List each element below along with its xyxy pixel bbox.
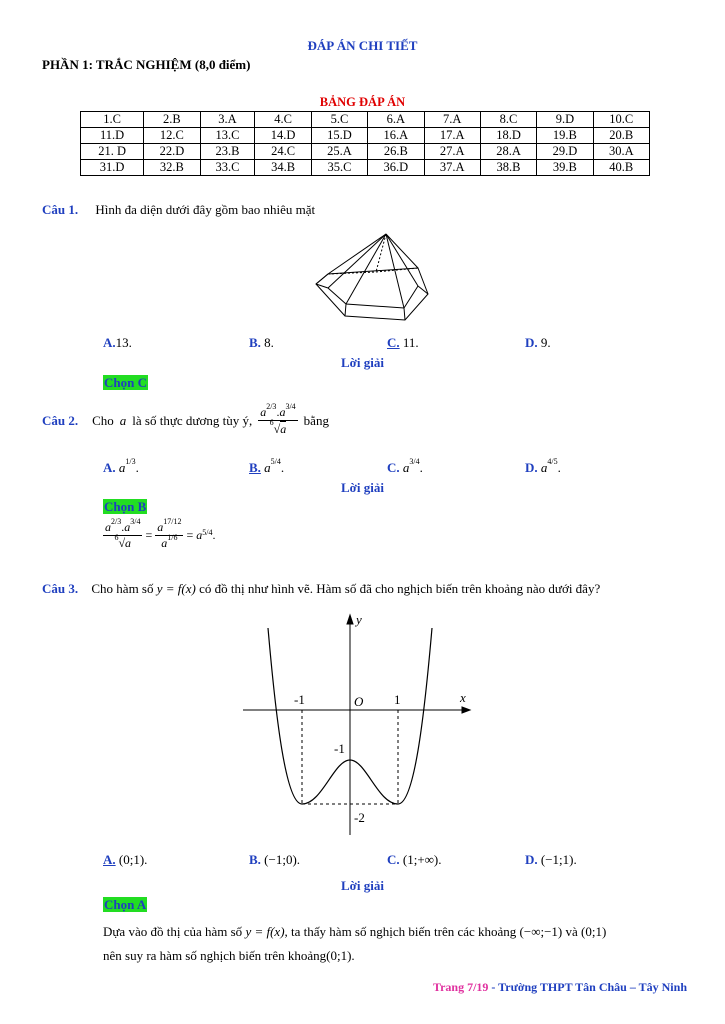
svg-text:1: 1 xyxy=(394,692,401,707)
page-title: ĐÁP ÁN CHI TIẾT xyxy=(307,38,418,53)
answer-cell: 15.D xyxy=(311,128,367,144)
q1-solution-heading: Lời giải xyxy=(341,355,384,370)
answer-cell: 33.C xyxy=(200,160,255,176)
answer-cell: 26.B xyxy=(368,144,424,160)
q2-option-c[interactable]: C. $a^{3/4}$. xyxy=(387,457,423,475)
q3-option-c[interactable]: C. (1;+∞). xyxy=(387,852,442,867)
answer-cell: 31.D xyxy=(81,160,144,176)
answer-cell: 28.A xyxy=(480,144,536,160)
answer-cell: 22.D xyxy=(144,144,200,160)
answer-cell: 9.D xyxy=(537,112,593,128)
answer-cell: 11.D xyxy=(81,128,144,144)
answer-cell: 27.A xyxy=(424,144,480,160)
answer-cell: 7.A xyxy=(424,112,480,128)
q3-solution-heading: Lời giải xyxy=(341,878,384,893)
answer-cell: 5.C xyxy=(311,112,367,128)
answer-table xyxy=(80,111,650,176)
q1-label: Câu 1. xyxy=(42,202,79,217)
q1-option-c[interactable]: C. 11. xyxy=(387,335,419,350)
q3-option-d[interactable]: D. (−1;1). xyxy=(525,852,577,867)
answer-cell: 35.C xyxy=(311,160,367,176)
answer-cell: 20.B xyxy=(593,128,649,144)
answer-cell: 32.B xyxy=(144,160,200,176)
q2-expression: $\frac{a^{2/3}.a^{3/4}}{^6√a}$ xyxy=(260,402,296,436)
answer-cell: 25.A xyxy=(311,144,367,160)
q3-choice: Chọn A xyxy=(104,897,147,912)
answer-cell: 2.B xyxy=(144,112,200,128)
q1-option-b[interactable]: B. 8. xyxy=(249,335,274,350)
q2-option-d[interactable]: D. $a^{4/5}$. xyxy=(525,457,561,475)
q2-option-a[interactable]: A. $a^{1/3}$. xyxy=(103,457,139,475)
q1-row xyxy=(42,202,315,218)
q2-working: $\frac{a^{2/3}.a^{3/4}}{^6√a}$ = $\frac{a^{17/12}}{a^{1/6}}$ = a 5/4 . xyxy=(105,517,216,550)
answer-cell: 16.A xyxy=(368,128,424,144)
q3-option-b[interactable]: B. (−1;0). xyxy=(249,852,301,867)
answer-cell: 8.C xyxy=(480,112,536,128)
q1-option-a[interactable]: A.13. xyxy=(103,335,132,350)
answer-table-title: BẢNG ĐÁP ÁN xyxy=(319,95,406,109)
answer-cell: 14.D xyxy=(255,128,311,144)
answer-cell: 4.C xyxy=(255,112,311,128)
q1-option-d[interactable]: D. 9. xyxy=(525,335,551,350)
q1-choice: Chọn C xyxy=(104,375,147,390)
answer-cell: 3.A xyxy=(200,112,255,128)
svg-text:-2: -2 xyxy=(354,810,365,825)
answer-cell: 38.B xyxy=(480,160,536,176)
part-heading: PHẦN 1: TRẮC NGHIỆM (8,0 điểm) xyxy=(42,57,251,72)
q3-explanation: Dựa vào đồ thị của hàm số y = f(x), ta thấy hàm số nghịch biến trên các khoảng (−∞;−1) và (0;1) nên suy ra hàm số nghịch biến trên khoảng(0;1). xyxy=(103,924,607,963)
q2-option-b[interactable]: B. $a^{5/4}$. xyxy=(249,457,285,475)
answer-cell: 6.A xyxy=(368,112,424,128)
answer-table-row xyxy=(81,160,650,176)
q3-row: Câu 3. Cho hàm số y = f(x) có đồ thị như hình vẽ. Hàm số đã cho nghịch biến trên khoảng nào dưới đây? xyxy=(42,581,601,596)
answer-table-row xyxy=(81,112,650,128)
answer-cell: 24.C xyxy=(255,144,311,160)
svg-text:x: x xyxy=(460,690,466,705)
answer-cell: 36.D xyxy=(368,160,424,176)
answer-cell: 39.B xyxy=(537,160,593,176)
answer-cell: 1.C xyxy=(81,112,144,128)
svg-text:y: y xyxy=(356,612,362,627)
answer-cell: 19.B xyxy=(537,128,593,144)
answer-cell: 29.D xyxy=(537,144,593,160)
answer-cell: 21. D xyxy=(81,144,144,160)
answer-cell: 37.A xyxy=(424,160,480,176)
answer-cell: 10.C xyxy=(593,112,649,128)
q2-row: Câu 2. Cho a là số thực dương tùy ý, $\frac{a^{2/3}.a^{3/4}}{^6√a}$ bằng xyxy=(42,402,329,436)
q2-solution-heading: Lời giải xyxy=(341,480,384,495)
answer-cell: 23.B xyxy=(200,144,255,160)
svg-text:-1: -1 xyxy=(294,692,305,707)
answer-cell: 12.C xyxy=(144,128,200,144)
polyhedron-figure xyxy=(300,228,440,328)
answer-cell: 34.B xyxy=(255,160,311,176)
svg-text:-1: -1 xyxy=(334,741,345,756)
page-footer: Trang 7/19 - Trường THPT Tân Châu – Tây Ninh xyxy=(432,980,687,994)
answer-cell: 40.B xyxy=(593,160,649,176)
answer-table-row xyxy=(81,128,650,144)
q3-graph xyxy=(238,610,478,840)
answer-cell: 17.A xyxy=(424,128,480,144)
answer-cell: 30.A xyxy=(593,144,649,160)
svg-text:O: O xyxy=(354,694,364,709)
answer-table-row xyxy=(81,144,650,160)
q1-text: Hình đa diện dưới đây gồm bao nhiêu mặt xyxy=(95,202,316,217)
q2-choice: Chọn B xyxy=(104,499,147,514)
answer-cell: 13.C xyxy=(200,128,255,144)
answer-cell: 18.D xyxy=(480,128,536,144)
q3-option-a[interactable]: A. (0;1). xyxy=(103,852,148,867)
